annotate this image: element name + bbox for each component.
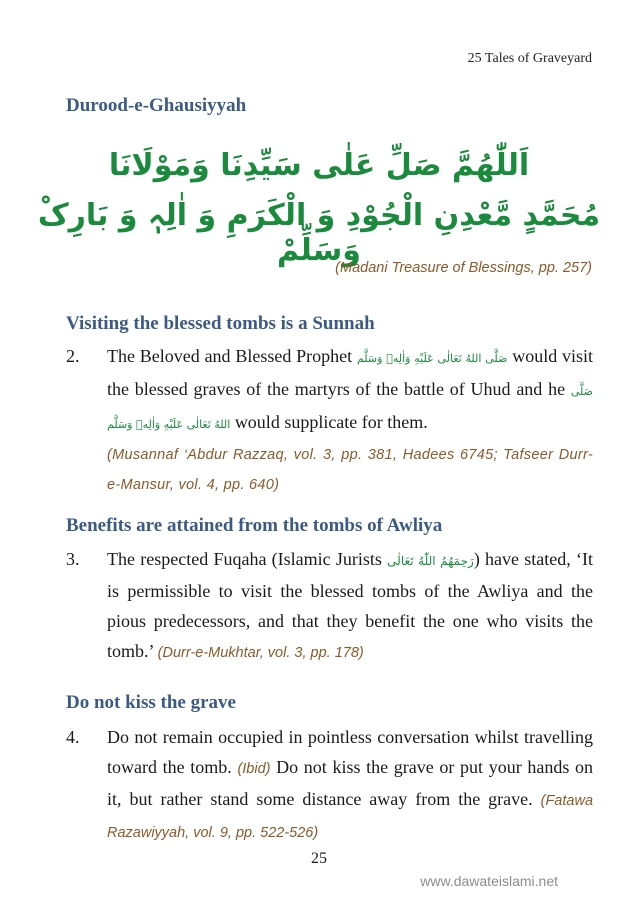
page-number: 25 — [311, 850, 327, 867]
reference-ibid: (Ibid) — [237, 761, 271, 777]
arabic-durood-line-2: مُحَمَّدٍ مَّعْدِنِ الْجُوْدِ وَ الْکَرَمِ وَ اٰلِہٖ وَ بَارِکْ وَسَلِّمْ — [37, 198, 601, 268]
item-text: ) have stated, ‘It is permissible to visit the blessed tombs of the Awliya and the pious predecessors, and that they benefit the one who visits the tomb.’ — [107, 549, 594, 661]
honorific-text: رَحِمَهُمُ اللّٰهُ تَعَالٰى — [387, 554, 474, 568]
section-heading-kiss: Do not kiss the grave — [66, 692, 236, 713]
item-number: 4. — [66, 727, 80, 747]
item-text: The respected Fuqaha (Islamic Jurists — [107, 549, 382, 569]
item-text: would visit the blessed graves of the martyrs of the battle of Uhud and he — [107, 346, 594, 399]
section-heading-awliya: Benefits are attained from the tombs of Awliya — [66, 515, 443, 536]
item-number: 3. — [66, 549, 80, 569]
salutation-text: صَلَّى اللهُ تَعَالٰى عَلَيْهِ وَاٰلِهٖ وَسَلَّم — [107, 385, 594, 431]
running-title: 25 Tales of Graveyard — [467, 51, 592, 66]
arabic-durood-line-1: اَللّٰھُمَّ صَلِّ عَلٰی سَیِّدِنَا وَمَوْلَانَا — [108, 148, 530, 183]
reference-fatawa: (Fatawa Razawiyyah, vol. 9, pp. 522-526) — [107, 793, 594, 841]
item-body — [107, 722, 593, 848]
website-link[interactable]: www.dawateislami.net — [420, 873, 558, 889]
reference-durood: (Madani Treasure of Blessings, pp. 257) — [335, 260, 592, 276]
item-body — [107, 544, 593, 668]
item-number: 2. — [66, 346, 80, 366]
item-text: Do not kiss the grave or put your hands on it, but rather stand some distance away from the grave. — [107, 757, 593, 809]
reference-awliya: (Durr-e-Mukhtar, vol. 3, pp. 178) — [157, 645, 364, 661]
item-text: The Beloved and Blessed Prophet — [107, 346, 353, 366]
salutation-text: صَلَّى اللهُ تَعَالٰى عَلَيْهِ وَاٰلِهٖ وَسَلَّم — [356, 352, 508, 365]
item-text: Do not remain occupied in pointless conversation whilst travelling toward the tomb. — [107, 727, 593, 777]
item-body — [107, 341, 593, 500]
section-heading-durood: Durood-e-Ghausiyyah — [66, 95, 247, 116]
reference-sunnah: (Musannaf ‘Abdur Razzaq, vol. 3, pp. 381, Hadees 6745; Tafseer Durr-e-Mansur, vol. 4, pp. 640) — [107, 447, 593, 493]
section-heading-sunnah: Visiting the blessed tombs is a Sunnah — [66, 313, 375, 334]
item-text: would supplicate for them. — [234, 412, 428, 432]
